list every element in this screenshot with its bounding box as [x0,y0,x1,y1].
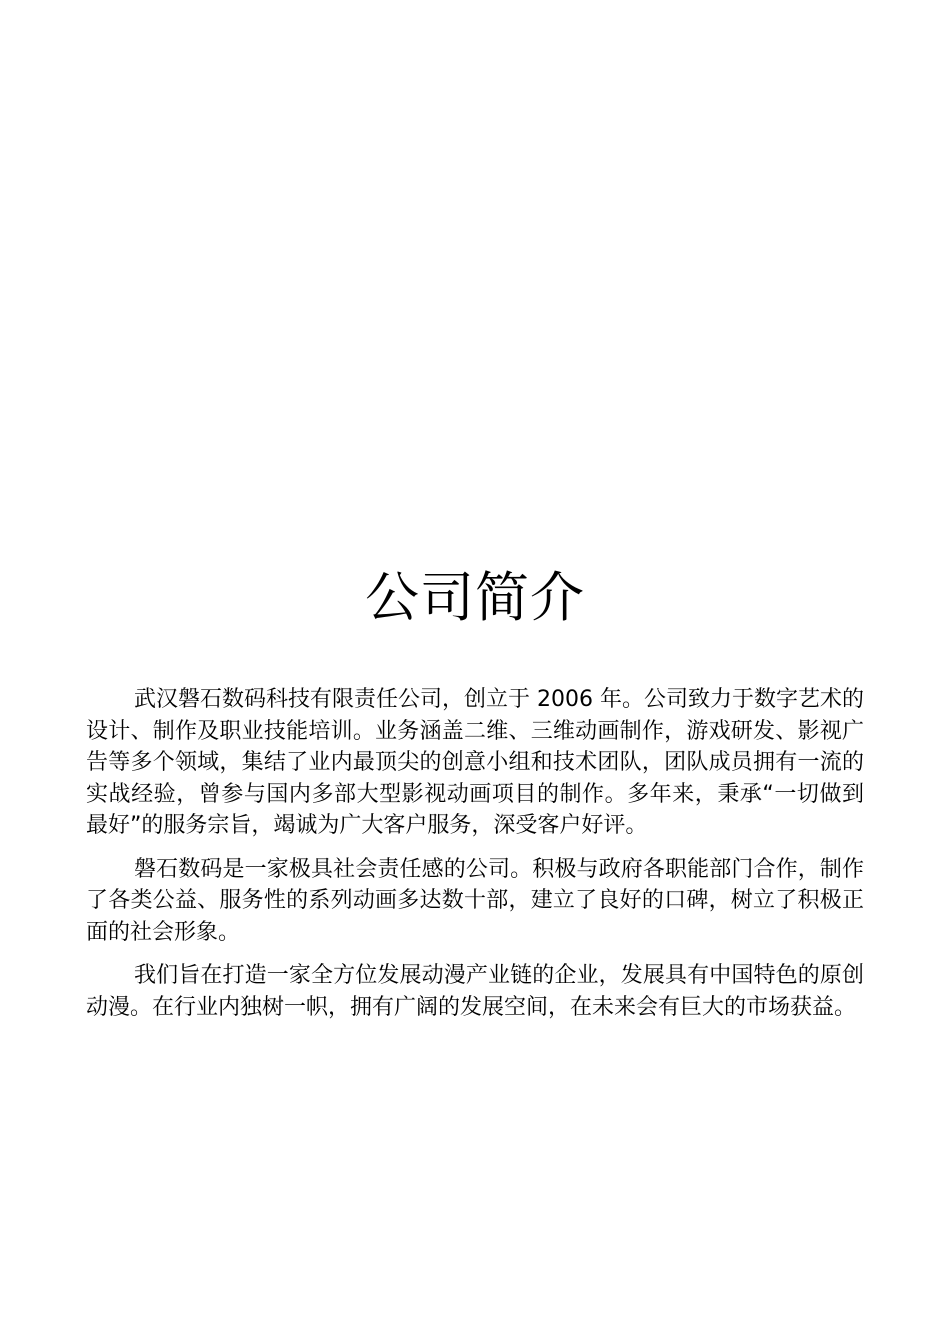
page-title: 公司简介 [365,566,585,629]
body-text [86,684,864,1035]
paragraph-vision: 我们旨在打造一家全方位发展动漫产业链的企业，发展具有中国特色的原创动漫。在行业内独树一帜，拥有广阔的发展空间，在未来会有巨大的市场获益。 [86,963,864,1020]
paragraph-intro: 武汉磐石数码科技有限责任公司，创立于 2006 年。公司致力于数字艺术的设计、制作及职业技能培训。业务涵盖二维、三维动画制作，游戏研发、影视广告等多个领域，集结了业内最顶尖的创意小组和技术团队，团队成员拥有一流的实战经验，曾参与国内多部大型影视动画项目的制作。多年来，秉承“一切做到最好”的服务宗旨，竭诚为广大客户服务，深受客户好评。 [86,687,864,838]
paragraph-social-responsibility: 磐石数码是一家极具社会责任感的公司。积极与政府各职能部门合作，制作了各类公益、服务性的系列动画多达数十部，建立了良好的口碑，树立了积极正面的社会形象。 [86,856,864,945]
